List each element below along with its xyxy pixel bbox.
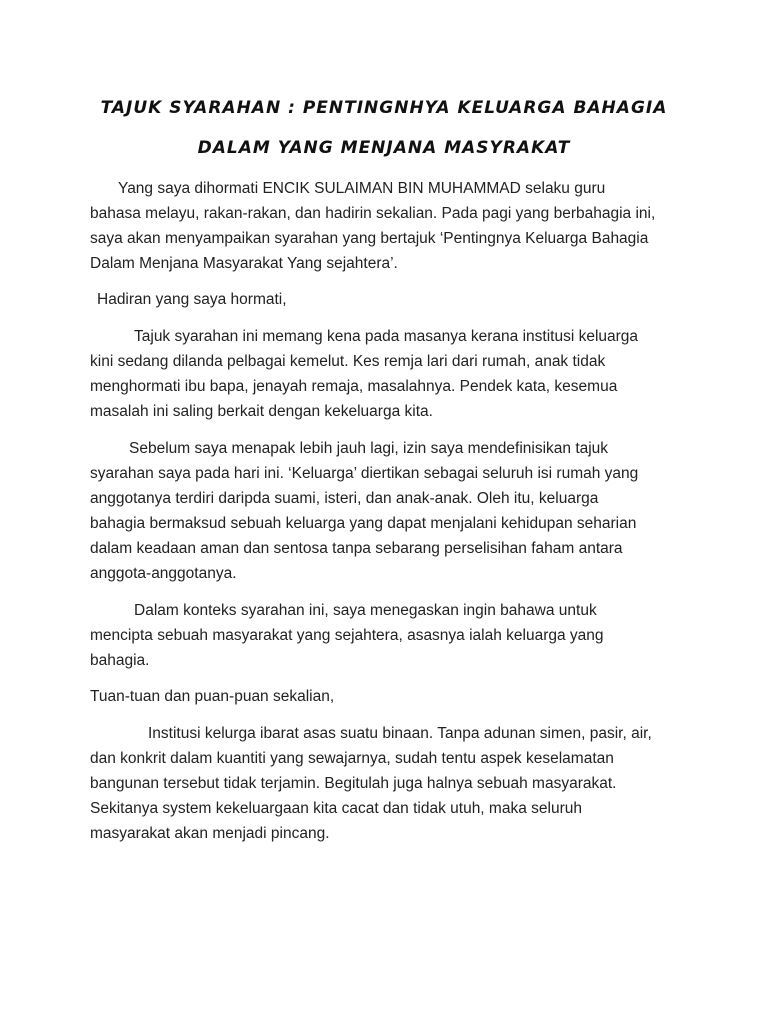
document-title-line-1: TAJUK SYARAHAN : PENTINGNHYA KELUARGA BAHAGIA xyxy=(100,98,668,118)
paragraph-6-line-1: Tuan-tuan dan puan-puan sekalian, xyxy=(90,688,335,705)
paragraph-3-line-1: Tajuk syarahan ini memang kena pada masanya kerana institusi keluarga xyxy=(134,328,639,345)
paragraph-4-line-1: Sebelum saya menapak lebih jauh lagi, izin saya mendefinisikan tajuk xyxy=(129,440,609,457)
paragraph-7-line-1: Institusi kelurga ibarat asas suatu binaan. Tanpa adunan simen, pasir, air, xyxy=(148,725,652,742)
paragraph-5-line-1: Dalam konteks syarahan ini, saya menegaskan ingin bahawa untuk xyxy=(134,602,597,619)
paragraph-7-line-5: masyarakat akan menjadi pincang. xyxy=(90,825,330,842)
paragraph-3-line-2: kini sedang dilanda pelbagai kemelut. Kes remja lari dari rumah, anak tidak xyxy=(90,353,606,370)
paragraph-4-line-6: anggota-anggotanya. xyxy=(90,565,237,582)
paragraph-2-line-1: Hadiran yang saya hormati, xyxy=(97,291,287,308)
paragraph-3-line-4: masalah ini saling berkait dengan kekeluarga kita. xyxy=(90,403,433,420)
paragraph-4-line-2: syarahan saya pada hari ini. ‘Keluarga’ diertikan sebagai seluruh isi rumah yang xyxy=(90,465,639,482)
document-title-line-2: DALAM YANG MENJANA MASYRAKAT xyxy=(197,138,571,158)
paragraph-7-line-2: dan konkrit dalam kuantiti yang sewajarnya, sudah tentu aspek keselamatan xyxy=(90,750,614,767)
paragraph-5-line-3: bahagia. xyxy=(90,652,150,669)
paragraph-7-line-3: bangunan tersebut tidak terjamin. Begitulah juga halnya sebuah masyarakat. xyxy=(90,775,617,792)
paragraph-4-line-5: dalam keadaan aman dan sentosa tanpa sebarang perselisihan faham antara xyxy=(90,540,623,557)
paragraph-1-line-3: saya akan menyampaikan syarahan yang bertajuk ‘Pentingnya Keluarga Bahagia xyxy=(90,230,649,247)
paragraph-1-line-4: Dalam Menjana Masyarakat Yang sejahtera’. xyxy=(90,255,398,272)
paragraph-3-line-3: menghormati ibu bapa, jenayah remaja, masalahnya. Pendek kata, kesemua xyxy=(90,378,618,395)
paragraph-1-line-2: bahasa melayu, rakan-rakan, dan hadirin sekalian. Pada pagi yang berbahagia ini, xyxy=(90,205,656,222)
paragraph-5-line-2: mencipta sebuah masyarakat yang sejahtera, asasnya ialah keluarga yang xyxy=(90,627,604,644)
paragraph-7-line-4: Sekitanya system kekeluargaan kita cacat dan tidak utuh, maka seluruh xyxy=(90,800,582,817)
paragraph-1-line-1: Yang saya dihormati ENCIK SULAIMAN BIN MUHAMMAD selaku guru xyxy=(118,180,606,197)
paragraph-4-line-4: bahagia bermaksud sebuah keluarga yang dapat menjalani kehidupan seharian xyxy=(90,515,637,532)
paragraph-4-line-3: anggotanya terdiri daripda suami, isteri, dan anak-anak. Oleh itu, keluarga xyxy=(90,490,599,507)
